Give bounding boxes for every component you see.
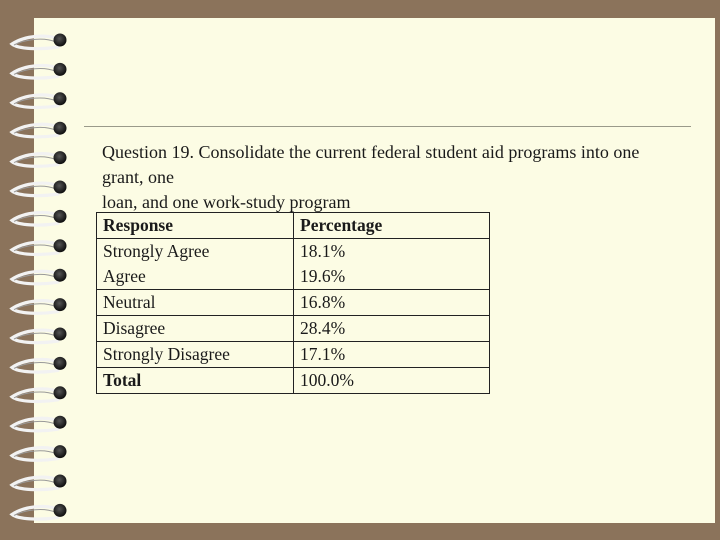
spiral-ring [12,239,67,254]
percentage-cell: 17.1% [294,342,490,368]
table-row [97,239,490,265]
total-label: Total [97,368,294,394]
table-total-row [97,368,490,394]
response-cell: Disagree [97,316,294,342]
spiral-ring [12,445,67,460]
percentage-cell: 19.6% [294,264,490,290]
response-cell: Agree [97,264,294,290]
response-table [96,212,490,394]
table-header-row [97,213,490,239]
table-row [97,316,490,342]
response-cell: Strongly Agree [97,239,294,265]
header-percentage: Percentage [294,213,490,239]
spiral-ring [12,475,67,490]
question-line-2: loan, and one work-study program [102,192,351,212]
table-row [97,290,490,316]
spiral-ring [12,122,67,137]
spiral-ring [12,269,67,284]
header-rule-line [84,126,691,127]
percentage-cell: 28.4% [294,316,490,342]
spiral-ring [12,504,67,519]
spiral-binding [0,0,80,540]
question-text [102,140,682,215]
table-row [97,342,490,368]
spiral-ring [12,151,67,166]
percentage-cell: 18.1% [294,239,490,265]
response-cell: Strongly Disagree [97,342,294,368]
spiral-ring [12,63,67,78]
spiral-ring [12,181,67,196]
question-line-1: Question 19. Consolidate the current federal student aid programs into one grant, one [102,142,640,187]
spiral-ring [12,386,67,401]
spiral-ring [12,92,67,107]
spiral-ring [12,328,67,343]
spiral-ring [12,416,67,431]
spiral-ring [12,210,67,225]
response-cell: Neutral [97,290,294,316]
spiral-ring [12,298,67,313]
header-response: Response [97,213,294,239]
table-row [97,264,490,290]
total-percentage: 100.0% [294,368,490,394]
spiral-ring [12,34,67,49]
spiral-ring [12,357,67,372]
percentage-cell: 16.8% [294,290,490,316]
